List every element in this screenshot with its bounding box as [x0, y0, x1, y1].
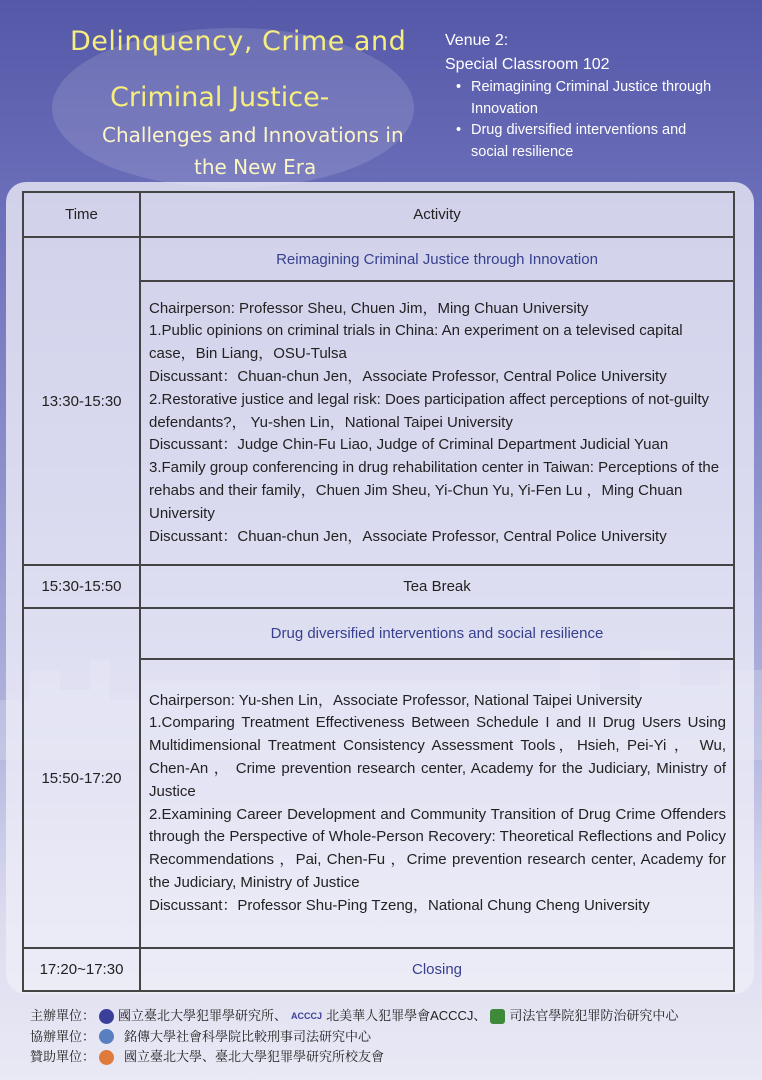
footer-coorganizer-row: [30, 1027, 678, 1048]
session1-line: 1.Public opinions on criminal trials in China: An experiment on a televised capital case，Bin Liang，OSU-Tulsa: [149, 322, 683, 363]
session1-line: Chairperson: Professor Sheu, Chuen Jim，Ming Chuan University: [149, 299, 589, 317]
alumni-logo-icon: [99, 1050, 114, 1065]
venue-topic-1: • Reimagining Criminal Justice through Innovation: [471, 77, 711, 120]
mcu-logo-icon: [99, 1029, 114, 1044]
closing-row: [23, 948, 734, 991]
organizer-colon: ：: [82, 1008, 96, 1023]
table-header-row: [23, 192, 734, 237]
session1-line: 2.Restorative justice and legal risk: Does participation affect perceptions of not-guilty defendants?， Yu-shen Lin，National Taipei University: [149, 390, 710, 431]
title-line-1: Delinquency, Crime and: [70, 26, 407, 57]
session1-line: 3.Family group conferencing in drug rehabilitation center in Taiwan: Perceptions of the rehabs and their family，Chuen Jim Sheu, Yi-Chun Yu, Yi-Fen Lu ，Ming Chuan University: [149, 459, 720, 522]
sponsor: 國立臺北大學、臺北大學犯罪學研究所校友會: [124, 1049, 385, 1064]
title-line-2: Criminal Justice-: [110, 82, 330, 113]
session1-title-row: [23, 237, 734, 281]
session1-line: Discussant：Judge Chin-Fu Liao, Judge of Criminal Department Judicial Yuan: [149, 436, 669, 454]
session2-time: 15:50-17:20: [23, 608, 140, 948]
venue-label: Venue 2:: [445, 32, 509, 49]
session1-content: [140, 281, 734, 565]
venue-topics: [445, 77, 711, 163]
sponsor-label: 贊助單位: [30, 1049, 83, 1064]
session1-time: 13:30-15:30: [23, 237, 140, 565]
venue-info: [445, 29, 711, 163]
session2-content: [140, 659, 734, 948]
break-row: [23, 565, 734, 608]
session1-line: Discussant：Chuan-chun Jen，Associate Professor, Central Police University: [149, 527, 667, 545]
break-time: 15:30-15:50: [23, 565, 140, 608]
session2-title: Drug diversified interventions and social resilience: [140, 608, 734, 659]
ntpu-logo-icon: [99, 1009, 114, 1024]
coorganizer-colon: ：: [82, 1028, 96, 1044]
subtitle-line-1: Challenges and Innovations in: [102, 123, 404, 147]
organizer-2: 北美華人犯罪學會ACCCJ、: [326, 1008, 487, 1023]
footer: [30, 1006, 678, 1068]
organizer-3: 司法官學院犯罪防治研究中心: [509, 1008, 679, 1023]
sponsor-colon: ：: [82, 1049, 96, 1064]
academy-logo-icon: [490, 1009, 505, 1024]
venue-room: Special Classroom 102: [445, 56, 610, 73]
organizer-1: 國立臺北大學犯罪學研究所、: [118, 1008, 288, 1023]
organizer-label: 主辦單位: [30, 1008, 83, 1023]
session2-line: Discussant：Professor Shu-Ping Tzeng，National Chung Cheng University: [149, 896, 650, 914]
footer-sponsor-row: [30, 1047, 678, 1068]
session1-title: Reimagining Criminal Justice through Innovation: [140, 237, 734, 281]
header-time: Time: [23, 192, 140, 237]
acccj-logo-icon: ACCCJ: [291, 1011, 323, 1021]
venue-topic-2: • Drug diversified interventions and social resilience: [471, 120, 711, 163]
session2-title-row: [23, 608, 734, 659]
session2-line: 1.Comparing Treatment Effectiveness Between Schedule I and II Drug Users Using Multidimensional Treatment Consistency Assessment Tools，Hsieh, Pei-Yi ， Wu, Chen-An ， Crime prevention research center, Academy for the Judiciary, Ministry of Justice: [149, 714, 726, 800]
footer-organizer-row: [30, 1006, 678, 1027]
coorganizer-label: 協辦單位: [30, 1028, 83, 1044]
session2-line: Chairperson: Yu-shen Lin，Associate Professor, National Taipei University: [149, 691, 643, 709]
session1-line: Discussant：Chuan-chun Jen，Associate Professor, Central Police University: [149, 368, 667, 385]
subtitle-line-2: the New Era: [194, 155, 317, 179]
closing-label: Closing: [140, 948, 734, 991]
coorganizer: 銘傳大學社會科學院比較刑事司法研究中心: [124, 1028, 372, 1044]
header-activity: Activity: [140, 192, 734, 237]
schedule-table: [22, 191, 735, 992]
session2-line: 2.Examining Career Development and Community Transition of Drug Crime Offenders through the Perspective of Whole-Person Recovery: Theoretical Reflections and Policy Recommendations ，Pai, Chen-Fu ，Crime prevention research center, Academy for the Judiciary, Ministry of Justice: [149, 805, 726, 891]
break-label: Tea Break: [140, 565, 734, 608]
closing-time: 17:20~17:30: [23, 948, 140, 991]
